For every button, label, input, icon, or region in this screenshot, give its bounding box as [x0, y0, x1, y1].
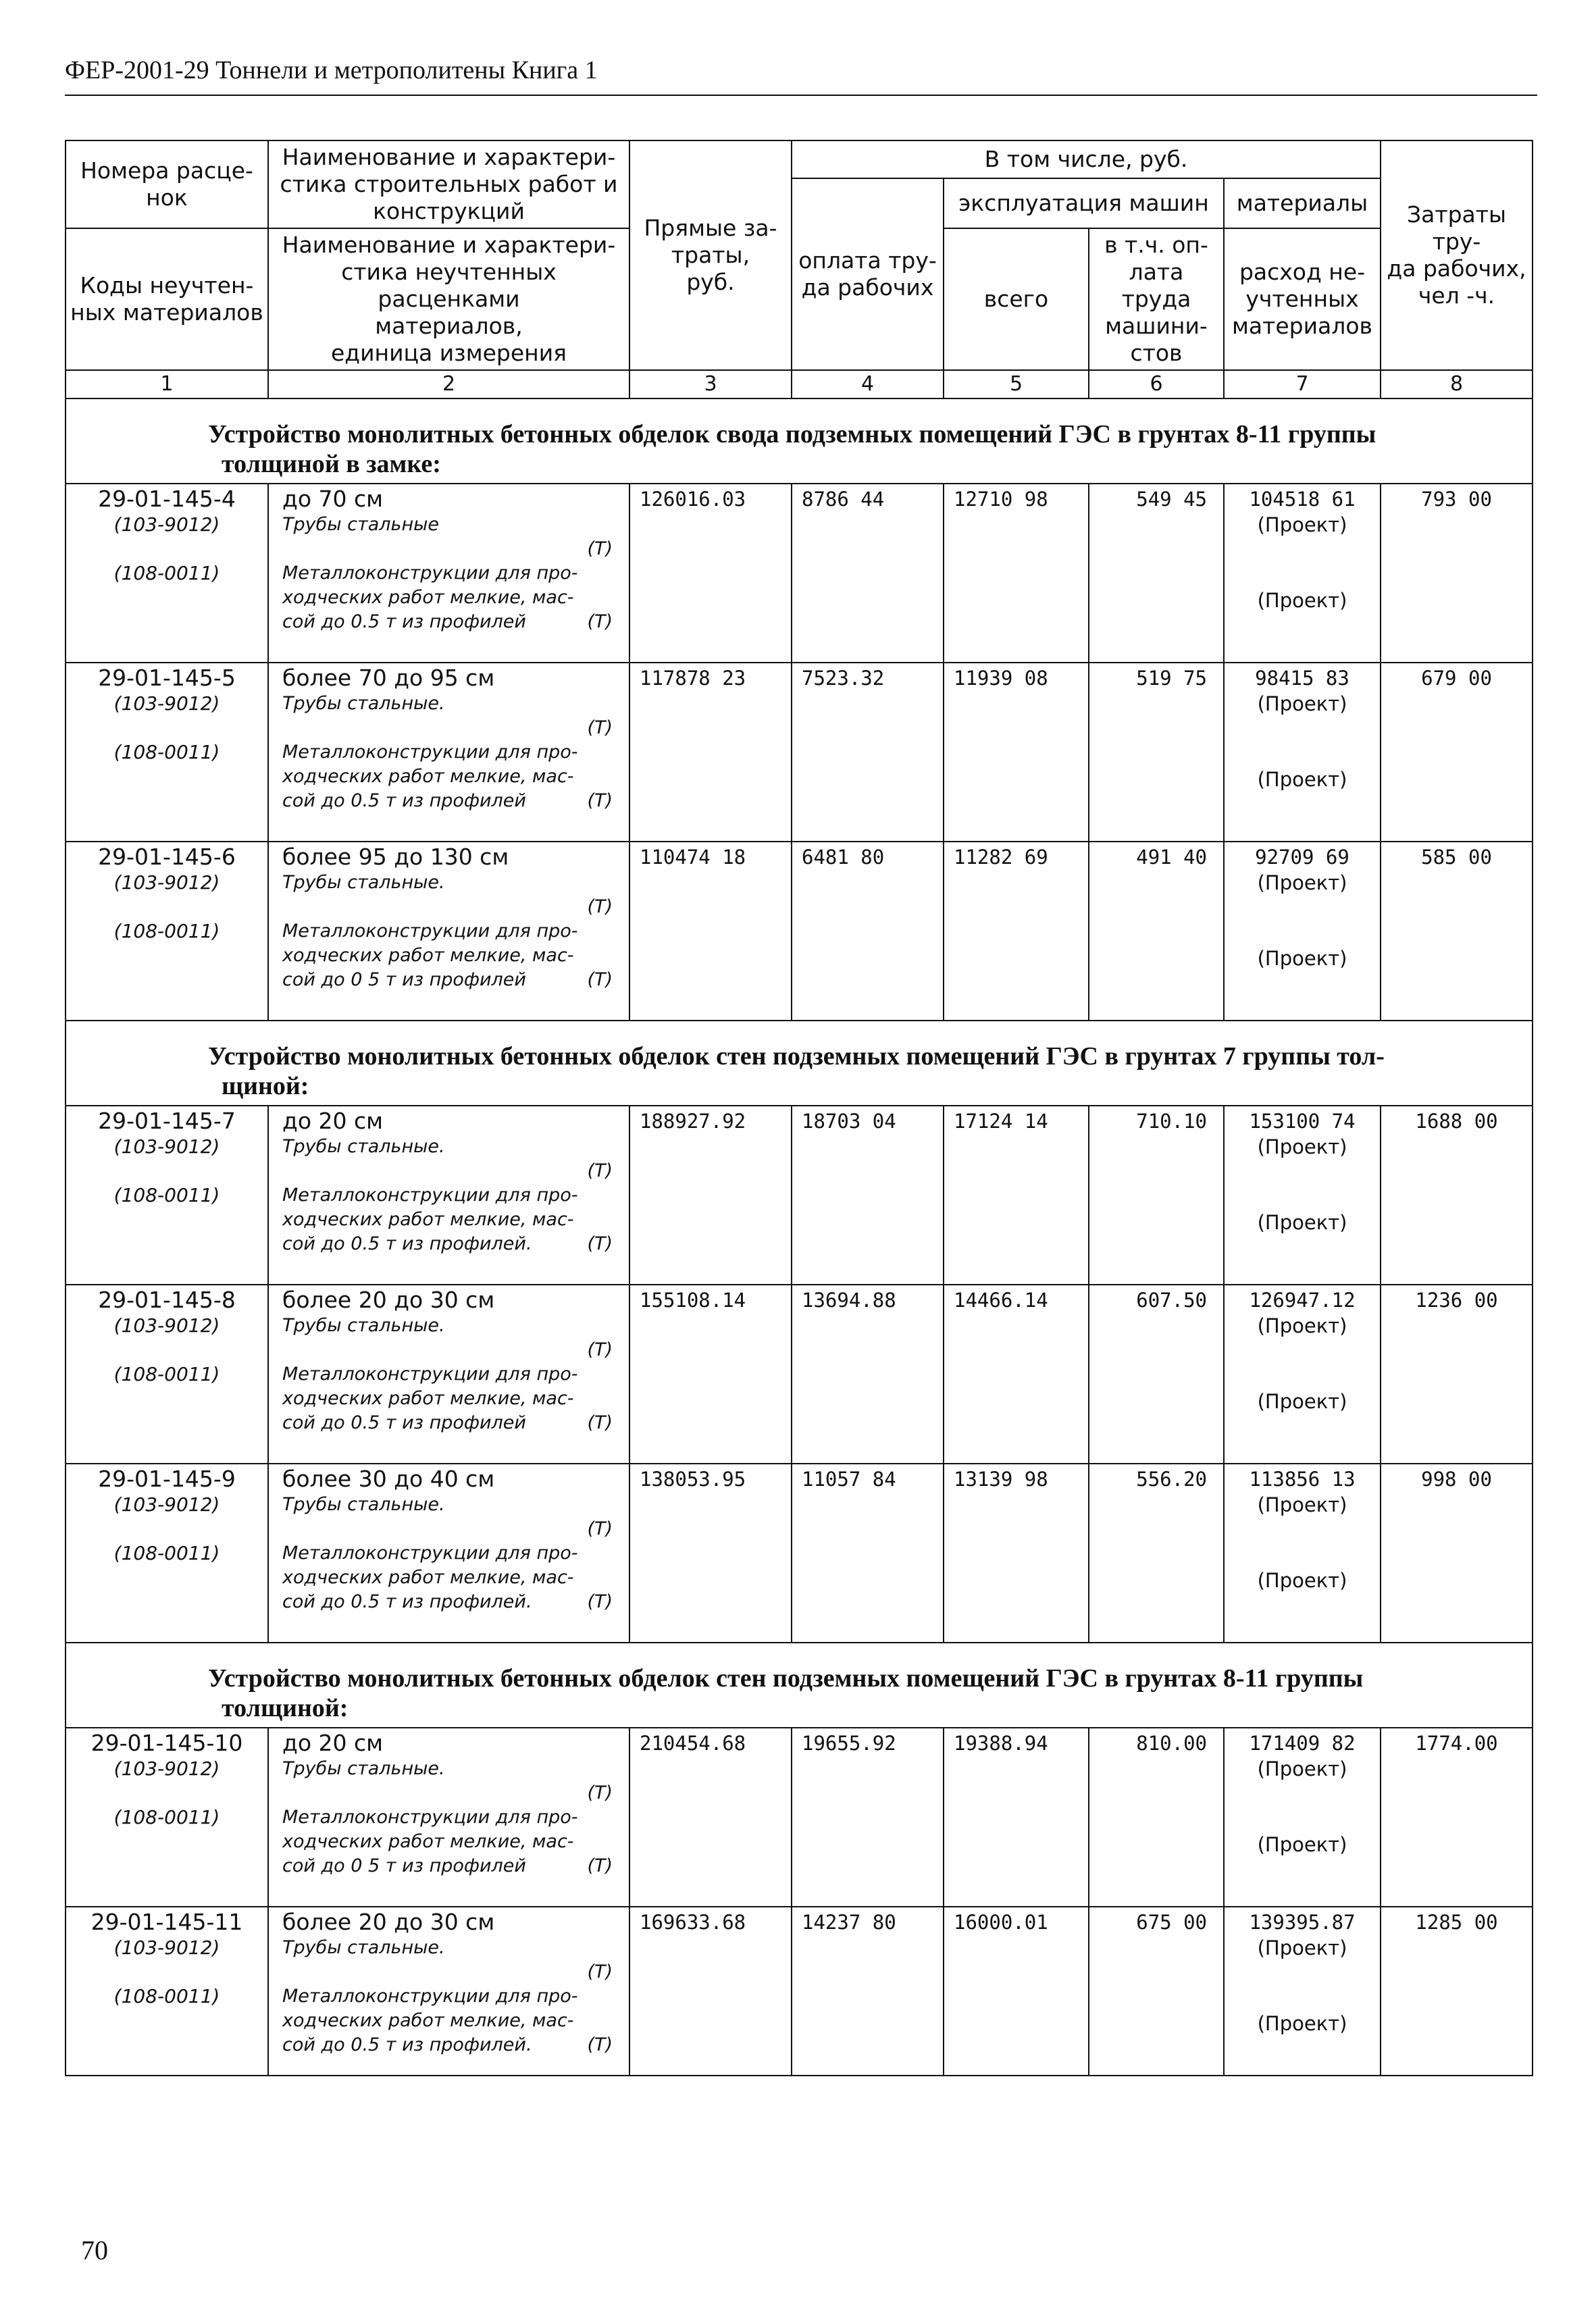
rate-code: 29-01-145-5: [98, 665, 236, 691]
section-title: [66, 1021, 1533, 1106]
material-code: (103-9012): [113, 1757, 220, 1780]
section-title: [66, 398, 1533, 484]
direct-costs-value-cell: [629, 1106, 792, 1285]
rate-code: 29-01-145-10: [91, 1730, 243, 1756]
rate-row: [66, 1728, 1533, 1907]
unit-t: (Т): [587, 969, 613, 990]
project-mark: (Проект): [1257, 871, 1347, 894]
work-name: более 20 до 30 см: [282, 1287, 495, 1313]
labor-pay-value: 11057 84: [802, 1468, 896, 1491]
header-machines-total: всего: [944, 228, 1089, 370]
materials-value: 139395.87: [1249, 1911, 1356, 1934]
project-mark: (Проект): [1257, 768, 1347, 791]
codes-cell: [66, 842, 268, 1021]
header-material-codes: Коды неучтен- ных материалов: [66, 228, 268, 370]
labor-pay-value: 7523.32: [802, 667, 885, 690]
materials-value: 153100 74: [1249, 1110, 1356, 1133]
labor-cost-value: 1236 00: [1415, 1289, 1498, 1312]
section-title-row: [66, 1643, 1533, 1728]
machines-total-value: 11939 08: [954, 667, 1048, 690]
material-code: (108-0011): [113, 562, 220, 584]
materials-cell: [1224, 842, 1381, 1021]
header-work-name: Наименование и характери- стика строительных работ и конструкций: [268, 140, 629, 228]
material-name: Трубы стальные: [282, 514, 440, 535]
names-cell: [268, 1728, 629, 1907]
material-name: Трубы стальные.: [282, 693, 445, 714]
labor-cost-cell: [1381, 1285, 1533, 1464]
material-name: Трубы стальные.: [282, 1937, 445, 1958]
direct-costs-value-cell: [629, 842, 792, 1021]
machines-total-value: 17124 14: [954, 1110, 1048, 1133]
material-code: (108-0011): [113, 1184, 220, 1206]
rate-row: [66, 1106, 1533, 1285]
header-materials-consumption: расход не- учтенных материалов: [1224, 228, 1381, 370]
section-title-line1: Устройство монолитных бетонных обделок свода подземных помещений ГЭС в грунтах 8-11 группы: [208, 420, 1376, 448]
project-mark: (Проект): [1257, 1936, 1347, 1959]
names-cell: [268, 1106, 629, 1285]
materials-value: 104518 61: [1249, 488, 1356, 511]
codes-cell: [66, 1106, 268, 1285]
unit-t: (Т): [587, 790, 613, 811]
direct-costs-value: 188927.92: [640, 1110, 746, 1133]
header-rule: [65, 95, 1537, 96]
machines-total-value: 19388.94: [954, 1732, 1048, 1755]
names-cell: [268, 663, 629, 842]
column-number-row: [66, 370, 1533, 398]
direct-costs-value: 155108.14: [640, 1289, 746, 1312]
labor-cost-value: 679 00: [1421, 667, 1492, 690]
machines-total-value-cell: [944, 484, 1089, 663]
machinist-pay-value-cell: [1089, 842, 1224, 1021]
column-number: 5: [944, 370, 1089, 398]
names-cell: [268, 1907, 629, 2076]
labor-pay-value-cell: [792, 1285, 944, 1464]
material-name: Металлоконструкции для про- ходческих работ мелкие, мас- сой до 0.5 т из профилей: [282, 742, 578, 811]
machinist-pay-value: 675 00: [1136, 1911, 1207, 1934]
machinist-pay-value-cell: [1089, 1464, 1224, 1643]
labor-pay-value-cell: [792, 1464, 944, 1643]
rate-code: 29-01-145-11: [91, 1909, 243, 1935]
materials-value: 113856 13: [1249, 1468, 1356, 1491]
direct-costs-value-cell: [629, 484, 792, 663]
material-code: (103-9012): [113, 1936, 220, 1959]
machines-total-value-cell: [944, 663, 1089, 842]
direct-costs-value-cell: [629, 1464, 792, 1643]
codes-cell: [66, 1907, 268, 2076]
unit-t: (Т): [587, 1782, 613, 1803]
machinist-pay-value: 810.00: [1136, 1732, 1207, 1755]
material-name: Металлоконструкции для про- ходческих работ мелкие, мас- сой до 0.5 т из профилей.: [282, 1185, 578, 1254]
materials-cell: [1224, 663, 1381, 842]
labor-cost-value: 793 00: [1421, 488, 1492, 511]
machinist-pay-value-cell: [1089, 1285, 1224, 1464]
machines-total-value-cell: [944, 1728, 1089, 1907]
project-mark: (Проект): [1257, 589, 1347, 612]
machines-total-value: 13139 98: [954, 1468, 1048, 1491]
machinist-pay-value-cell: [1089, 1106, 1224, 1285]
rate-code: 29-01-145-6: [98, 844, 236, 870]
material-name: Трубы стальные.: [282, 1315, 445, 1336]
unit-t: (Т): [587, 1591, 613, 1612]
material-name: Металлоконструкции для про- ходческих работ мелкие, мас- сой до 0 5 т из профилей: [282, 921, 578, 990]
machines-total-value-cell: [944, 1106, 1089, 1285]
rate-row: [66, 1285, 1533, 1464]
labor-cost-cell: [1381, 1728, 1533, 1907]
material-name: Металлоконструкции для про- ходческих работ мелкие, мас- сой до 0.5 т из профилей: [282, 1364, 578, 1433]
materials-cell: [1224, 1464, 1381, 1643]
header-machines: эксплуатация машин: [944, 178, 1224, 228]
work-name: более 20 до 30 см: [282, 1909, 495, 1935]
machinist-pay-value: 556.20: [1136, 1468, 1207, 1491]
column-number: 3: [629, 370, 792, 398]
machinist-pay-value-cell: [1089, 663, 1224, 842]
price-table: [65, 140, 1533, 2076]
material-code: (108-0011): [113, 920, 220, 942]
direct-costs-value-cell: [629, 1907, 792, 2076]
machines-total-value-cell: [944, 1285, 1089, 1464]
material-name: Металлоконструкции для про- ходческих работ мелкие, мас- сой до 0.5 т из профилей.: [282, 1543, 578, 1612]
rate-row: [66, 484, 1533, 663]
unit-t: (Т): [587, 1160, 613, 1181]
project-mark: (Проект): [1257, 1314, 1347, 1337]
material-code: (103-9012): [113, 871, 220, 894]
direct-costs-value: 117878 23: [640, 667, 746, 690]
direct-costs-value: 110474 18: [640, 846, 746, 869]
machines-total-value-cell: [944, 1907, 1089, 2076]
project-mark: (Проект): [1257, 1569, 1347, 1592]
project-mark: (Проект): [1257, 1211, 1347, 1234]
names-cell: [268, 1285, 629, 1464]
labor-cost-value: 1285 00: [1415, 1911, 1498, 1934]
labor-pay-value-cell: [792, 1728, 944, 1907]
labor-pay-value-cell: [792, 1907, 944, 2076]
machinist-pay-value: 549 45: [1136, 488, 1207, 511]
header-machinist-pay: в т.ч. оп- лата труда машини- стов: [1089, 228, 1224, 370]
direct-costs-value: 210454.68: [640, 1732, 746, 1755]
rate-code: 29-01-145-4: [98, 486, 236, 512]
material-code: (103-9012): [113, 692, 220, 715]
labor-cost-cell: [1381, 1464, 1533, 1643]
machinist-pay-value: 607.50: [1136, 1289, 1207, 1312]
names-cell: [268, 484, 629, 663]
labor-pay-value-cell: [792, 842, 944, 1021]
column-number: 1: [66, 370, 268, 398]
direct-costs-value-cell: [629, 1728, 792, 1907]
page-number: 70: [81, 2235, 108, 2265]
material-name: Металлоконструкции для про- ходческих работ мелкие, мас- сой до 0.5 т из профилей.: [282, 1986, 578, 2055]
codes-cell: [66, 1728, 268, 1907]
material-code: (108-0011): [113, 1542, 220, 1564]
section-title-row: [66, 1021, 1533, 1106]
material-code: (108-0011): [113, 741, 220, 763]
rate-row: [66, 1464, 1533, 1643]
project-mark: (Проект): [1257, 1757, 1347, 1780]
codes-cell: [66, 484, 268, 663]
unit-t: (Т): [587, 1855, 613, 1876]
column-number: 7: [1224, 370, 1381, 398]
unit-t: (Т): [587, 1961, 613, 1982]
header-including: В том числе, руб.: [792, 140, 1381, 178]
unit-t: (Т): [587, 1339, 613, 1360]
project-mark: (Проект): [1257, 1390, 1347, 1413]
direct-costs-value-cell: [629, 1285, 792, 1464]
labor-pay-value: 8786 44: [802, 488, 885, 511]
project-mark: (Проект): [1257, 513, 1347, 536]
machinist-pay-value: 710.10: [1136, 1110, 1207, 1133]
material-name: Металлоконструкции для про- ходческих работ мелкие, мас- сой до 0.5 т из профилей: [282, 563, 578, 632]
labor-pay-value-cell: [792, 484, 944, 663]
material-name: Трубы стальные.: [282, 872, 445, 893]
labor-pay-value: 6481 80: [802, 846, 885, 869]
rate-row: [66, 1907, 1533, 2076]
labor-cost-cell: [1381, 1106, 1533, 1285]
column-number: 2: [268, 370, 629, 398]
labor-cost-value: 585 00: [1421, 846, 1492, 869]
project-mark: (Проект): [1257, 947, 1347, 970]
labor-cost-value: 998 00: [1421, 1468, 1492, 1491]
machines-total-value: 11282 69: [954, 846, 1048, 869]
unit-t: (Т): [587, 1518, 613, 1539]
direct-costs-value-cell: [629, 663, 792, 842]
unit-t: (Т): [587, 896, 613, 917]
labor-cost-cell: [1381, 663, 1533, 842]
names-cell: [268, 1464, 629, 1643]
labor-pay-value: 14237 80: [802, 1911, 896, 1934]
machines-total-value: 16000.01: [954, 1911, 1048, 1934]
unit-t: (Т): [587, 1233, 613, 1254]
work-name: более 70 до 95 см: [282, 665, 495, 691]
material-code: (103-9012): [113, 513, 220, 536]
machinist-pay-value-cell: [1089, 484, 1224, 663]
machines-total-value: 14466.14: [954, 1289, 1048, 1312]
material-name: Металлоконструкции для про- ходческих работ мелкие, мас- сой до 0 5 т из профилей: [282, 1807, 578, 1876]
labor-cost-value: 1688 00: [1415, 1110, 1498, 1133]
machines-total-value-cell: [944, 842, 1089, 1021]
labor-cost-cell: [1381, 484, 1533, 663]
project-mark: (Проект): [1257, 2012, 1347, 2035]
labor-pay-value: 18703 04: [802, 1110, 896, 1133]
project-mark: (Проект): [1257, 1833, 1347, 1856]
material-name: Трубы стальные.: [282, 1494, 445, 1515]
header-rate-numbers: Номера расце- нок: [66, 140, 268, 228]
labor-pay-value-cell: [792, 663, 944, 842]
unit-t: (Т): [587, 1412, 613, 1433]
direct-costs-value: 126016.03: [640, 488, 746, 511]
machinist-pay-value: 491 40: [1136, 846, 1207, 869]
direct-costs-value: 169633.68: [640, 1911, 746, 1934]
material-code: (103-9012): [113, 1314, 220, 1337]
project-mark: (Проект): [1257, 1493, 1347, 1516]
codes-cell: [66, 663, 268, 842]
materials-cell: [1224, 1907, 1381, 2076]
materials-cell: [1224, 1106, 1381, 1285]
unit-t: (Т): [587, 538, 613, 559]
section-title-line2: толщиной в замке:: [222, 450, 441, 478]
header-direct-costs: Прямые за- траты, руб.: [629, 140, 792, 370]
project-mark: (Проект): [1257, 1135, 1347, 1158]
machinist-pay-value: 519 75: [1136, 667, 1207, 690]
machines-total-value-cell: [944, 1464, 1089, 1643]
labor-pay-value: 13694.88: [802, 1289, 896, 1312]
material-name: Трубы стальные.: [282, 1136, 445, 1157]
work-name: до 20 см: [282, 1730, 384, 1756]
materials-cell: [1224, 484, 1381, 663]
work-name: более 95 до 130 см: [282, 844, 509, 870]
codes-cell: [66, 1285, 268, 1464]
material-code: (103-9012): [113, 1135, 220, 1158]
machines-total-value: 12710 98: [954, 488, 1048, 511]
work-name: более 30 до 40 см: [282, 1466, 495, 1492]
section-title-row: [66, 398, 1533, 484]
rate-row: [66, 663, 1533, 842]
unit-t: (Т): [587, 611, 613, 632]
header-material-names: Наименование и характери- стика неучтенных расценками материалов, единица измерения: [268, 228, 629, 370]
header-materials: материалы: [1224, 178, 1381, 228]
column-number: 4: [792, 370, 944, 398]
material-code: (108-0011): [113, 1806, 220, 1828]
section-title-line2: щиной:: [222, 1072, 309, 1100]
labor-cost-cell: [1381, 842, 1533, 1021]
material-code: (108-0011): [113, 1363, 220, 1385]
materials-cell: [1224, 1728, 1381, 1907]
rate-row: [66, 842, 1533, 1021]
materials-cell: [1224, 1285, 1381, 1464]
rate-code: 29-01-145-7: [98, 1108, 236, 1134]
labor-cost-cell: [1381, 1907, 1533, 2076]
section-title-line2: толщиной:: [222, 1694, 349, 1722]
names-cell: [268, 842, 629, 1021]
header-labor-pay: оплата тру- да рабочих: [792, 178, 944, 370]
materials-value: 98415 83: [1255, 667, 1349, 690]
material-code: (108-0011): [113, 1985, 220, 2007]
column-number: 6: [1089, 370, 1224, 398]
work-name: до 70 см: [282, 486, 384, 512]
material-code: (103-9012): [113, 1493, 220, 1516]
section-title-line1: Устройство монолитных бетонных обделок стен подземных помещений ГЭС в грунтах 7 группы тол-: [208, 1042, 1385, 1071]
header-labor-costs: Затраты тру- да рабочих, чел -ч.: [1381, 140, 1533, 370]
rate-code: 29-01-145-8: [98, 1287, 236, 1313]
materials-value: 92709 69: [1255, 846, 1349, 869]
materials-value: 171409 82: [1249, 1732, 1356, 1755]
work-name: до 20 см: [282, 1108, 384, 1134]
labor-pay-value-cell: [792, 1106, 944, 1285]
project-mark: (Проект): [1257, 692, 1347, 715]
codes-cell: [66, 1464, 268, 1643]
labor-cost-value: 1774.00: [1415, 1732, 1498, 1755]
unit-t: (Т): [587, 717, 613, 738]
unit-t: (Т): [587, 2034, 613, 2055]
materials-value: 126947.12: [1249, 1289, 1356, 1312]
material-name: Трубы стальные.: [282, 1758, 445, 1779]
machinist-pay-value-cell: [1089, 1728, 1224, 1907]
column-number: 8: [1381, 370, 1533, 398]
page-header: ФЕР-2001-29 Тоннели и метрополитены Книга 1: [65, 56, 598, 84]
rate-code: 29-01-145-9: [98, 1466, 236, 1492]
direct-costs-value: 138053.95: [640, 1468, 746, 1491]
labor-pay-value: 19655.92: [802, 1732, 896, 1755]
section-title-line1: Устройство монолитных бетонных обделок стен подземных помещений ГЭС в грунтах 8-11 группы: [208, 1664, 1364, 1693]
section-title: [66, 1643, 1533, 1728]
machinist-pay-value-cell: [1089, 1907, 1224, 2076]
